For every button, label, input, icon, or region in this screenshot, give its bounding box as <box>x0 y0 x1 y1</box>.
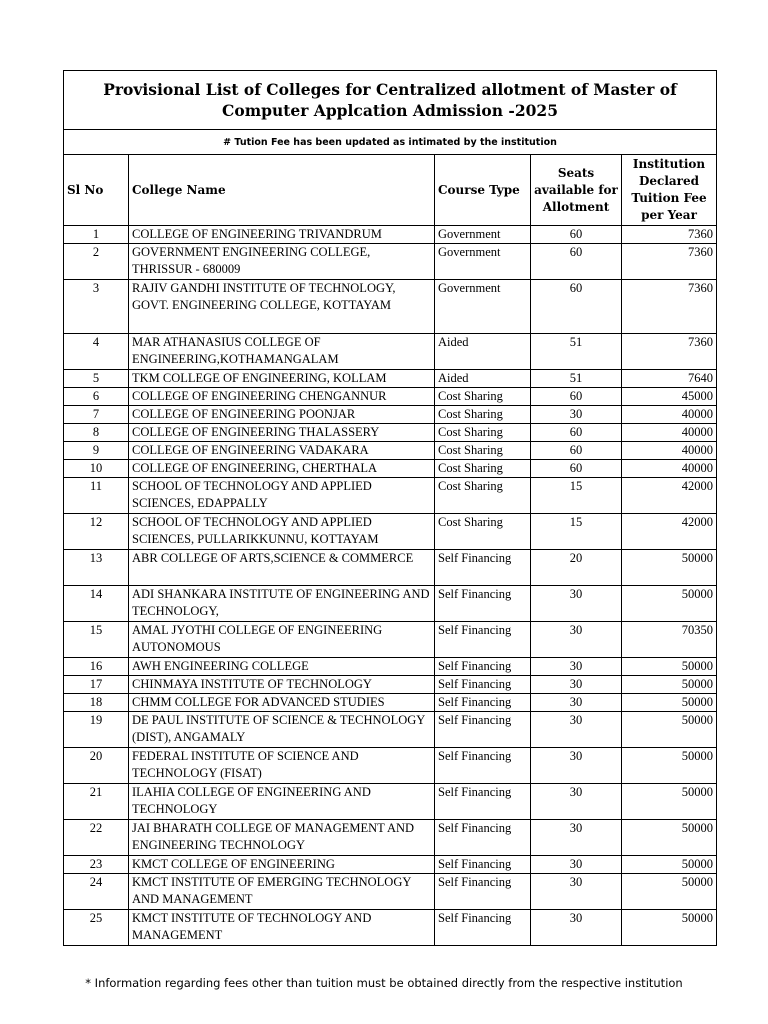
cell-sl-no: 22 <box>64 820 129 856</box>
cell-college-name: ADI SHANKARA INSTITUTE OF ENGINEERING AND TECHNOLOGY, <box>129 586 435 622</box>
header-course-type: Course Type <box>435 155 531 226</box>
header-row <box>64 155 717 226</box>
cell-course-type: Self Financing <box>435 550 531 586</box>
cell-sl-no: 9 <box>64 442 129 460</box>
cell-sl-no: 12 <box>64 514 129 550</box>
cell-sl-no: 18 <box>64 694 129 712</box>
cell-sl-no: 10 <box>64 460 129 478</box>
cell-college-name: RAJIV GANDHI INSTITUTE OF TECHNOLOGY, GOVT. ENGINEERING COLLEGE, KOTTAYAM <box>129 280 435 334</box>
cell-course-type: Aided <box>435 334 531 370</box>
cell-fee: 7360 <box>622 280 717 334</box>
cell-fee: 50000 <box>622 550 717 586</box>
cell-college-name: COLLEGE OF ENGINEERING TRIVANDRUM <box>129 226 435 244</box>
header-sl-no: Sl No <box>64 155 129 226</box>
cell-fee: 42000 <box>622 514 717 550</box>
cell-fee: 50000 <box>622 658 717 676</box>
cell-seats: 30 <box>531 586 622 622</box>
cell-fee: 50000 <box>622 586 717 622</box>
cell-seats: 60 <box>531 226 622 244</box>
cell-course-type: Cost Sharing <box>435 388 531 406</box>
cell-sl-no: 1 <box>64 226 129 244</box>
cell-college-name: CHMM COLLEGE FOR ADVANCED STUDIES <box>129 694 435 712</box>
cell-college-name: GOVERNMENT ENGINEERING COLLEGE, THRISSUR - 680009 <box>129 244 435 280</box>
cell-course-type: Government <box>435 244 531 280</box>
cell-fee: 40000 <box>622 424 717 442</box>
cell-college-name: TKM COLLEGE OF ENGINEERING, KOLLAM <box>129 370 435 388</box>
cell-seats: 30 <box>531 748 622 784</box>
table-row <box>64 874 717 910</box>
table-row <box>64 910 717 946</box>
table-row <box>64 856 717 874</box>
cell-sl-no: 5 <box>64 370 129 388</box>
cell-seats: 15 <box>531 514 622 550</box>
cell-college-name: FEDERAL INSTITUTE OF SCIENCE AND TECHNOLOGY (FISAT) <box>129 748 435 784</box>
table-row <box>64 370 717 388</box>
cell-seats: 15 <box>531 478 622 514</box>
cell-fee: 50000 <box>622 856 717 874</box>
table-row <box>64 712 717 748</box>
cell-fee: 50000 <box>622 874 717 910</box>
table-row <box>64 748 717 784</box>
cell-course-type: Self Financing <box>435 820 531 856</box>
cell-college-name: COLLEGE OF ENGINEERING CHENGANNUR <box>129 388 435 406</box>
cell-sl-no: 7 <box>64 406 129 424</box>
cell-fee: 50000 <box>622 694 717 712</box>
cell-college-name: DE PAUL INSTITUTE OF SCIENCE & TECHNOLOGY (DIST), ANGAMALY <box>129 712 435 748</box>
cell-fee: 50000 <box>622 676 717 694</box>
cell-seats: 30 <box>531 712 622 748</box>
cell-sl-no: 23 <box>64 856 129 874</box>
cell-fee: 40000 <box>622 406 717 424</box>
cell-course-type: Government <box>435 226 531 244</box>
cell-seats: 30 <box>531 910 622 946</box>
table-row <box>64 424 717 442</box>
note-row <box>64 130 717 155</box>
cell-sl-no: 13 <box>64 550 129 586</box>
cell-college-name: SCHOOL OF TECHNOLOGY AND APPLIED SCIENCES, PULLARIKKUNNU, KOTTAYAM <box>129 514 435 550</box>
cell-seats: 30 <box>531 658 622 676</box>
cell-fee: 7360 <box>622 244 717 280</box>
table-row <box>64 280 717 334</box>
cell-seats: 60 <box>531 244 622 280</box>
cell-seats: 51 <box>531 370 622 388</box>
table-row <box>64 784 717 820</box>
cell-seats: 30 <box>531 406 622 424</box>
cell-fee: 40000 <box>622 442 717 460</box>
header-fee: Institution Declared Tuition Fee per Year <box>622 155 717 226</box>
cell-seats: 30 <box>531 622 622 658</box>
table-row <box>64 622 717 658</box>
cell-college-name: COLLEGE OF ENGINEERING POONJAR <box>129 406 435 424</box>
cell-seats: 30 <box>531 856 622 874</box>
table-row <box>64 244 717 280</box>
cell-course-type: Self Financing <box>435 694 531 712</box>
table-row <box>64 586 717 622</box>
cell-college-name: JAI BHARATH COLLEGE OF MANAGEMENT AND ENGINEERING TECHNOLOGY <box>129 820 435 856</box>
cell-course-type: Self Financing <box>435 586 531 622</box>
table-body <box>64 226 717 946</box>
cell-sl-no: 2 <box>64 244 129 280</box>
cell-fee: 70350 <box>622 622 717 658</box>
cell-college-name: CHINMAYA INSTITUTE OF TECHNOLOGY <box>129 676 435 694</box>
cell-fee: 40000 <box>622 460 717 478</box>
cell-course-type: Self Financing <box>435 910 531 946</box>
cell-fee: 45000 <box>622 388 717 406</box>
cell-sl-no: 3 <box>64 280 129 334</box>
cell-fee: 7640 <box>622 370 717 388</box>
cell-course-type: Cost Sharing <box>435 424 531 442</box>
cell-sl-no: 17 <box>64 676 129 694</box>
cell-sl-no: 6 <box>64 388 129 406</box>
cell-course-type: Self Financing <box>435 784 531 820</box>
table-row <box>64 514 717 550</box>
cell-seats: 60 <box>531 460 622 478</box>
cell-college-name: MAR ATHANASIUS COLLEGE OF ENGINEERING,KOTHAMANGALAM <box>129 334 435 370</box>
cell-seats: 60 <box>531 388 622 406</box>
cell-seats: 30 <box>531 784 622 820</box>
table-row <box>64 478 717 514</box>
cell-sl-no: 19 <box>64 712 129 748</box>
cell-course-type: Self Financing <box>435 874 531 910</box>
cell-sl-no: 11 <box>64 478 129 514</box>
table-row <box>64 676 717 694</box>
cell-fee: 50000 <box>622 748 717 784</box>
cell-sl-no: 4 <box>64 334 129 370</box>
cell-college-name: COLLEGE OF ENGINEERING VADAKARA <box>129 442 435 460</box>
cell-seats: 60 <box>531 280 622 334</box>
fee-footnote: * Information regarding fees other than tuition must be obtained directly from the respective institution <box>85 976 683 990</box>
table-row <box>64 658 717 676</box>
cell-sl-no: 15 <box>64 622 129 658</box>
table-row <box>64 460 717 478</box>
cell-seats: 30 <box>531 874 622 910</box>
cell-course-type: Cost Sharing <box>435 514 531 550</box>
cell-seats: 60 <box>531 424 622 442</box>
cell-college-name: KMCT COLLEGE OF ENGINEERING <box>129 856 435 874</box>
cell-course-type: Government <box>435 280 531 334</box>
cell-college-name: ILAHIA COLLEGE OF ENGINEERING AND TECHNOLOGY <box>129 784 435 820</box>
cell-course-type: Cost Sharing <box>435 460 531 478</box>
table-row <box>64 226 717 244</box>
cell-sl-no: 20 <box>64 748 129 784</box>
college-list-sheet <box>63 70 716 946</box>
cell-course-type: Cost Sharing <box>435 406 531 424</box>
table-row <box>64 694 717 712</box>
cell-fee: 50000 <box>622 784 717 820</box>
table-row <box>64 388 717 406</box>
cell-sl-no: 25 <box>64 910 129 946</box>
cell-sl-no: 14 <box>64 586 129 622</box>
cell-fee: 7360 <box>622 334 717 370</box>
table-row <box>64 334 717 370</box>
cell-course-type: Self Financing <box>435 676 531 694</box>
cell-fee: 42000 <box>622 478 717 514</box>
header-college-name: College Name <box>129 155 435 226</box>
cell-college-name: KMCT INSTITUTE OF TECHNOLOGY AND MANAGEMENT <box>129 910 435 946</box>
cell-course-type: Self Financing <box>435 622 531 658</box>
cell-fee: 50000 <box>622 910 717 946</box>
cell-course-type: Cost Sharing <box>435 478 531 514</box>
college-table <box>63 70 717 946</box>
table-row <box>64 442 717 460</box>
title-row <box>64 71 717 130</box>
cell-sl-no: 24 <box>64 874 129 910</box>
cell-college-name: COLLEGE OF ENGINEERING THALASSERY <box>129 424 435 442</box>
cell-college-name: AWH ENGINEERING COLLEGE <box>129 658 435 676</box>
cell-fee: 50000 <box>622 712 717 748</box>
cell-course-type: Self Financing <box>435 658 531 676</box>
cell-seats: 51 <box>531 334 622 370</box>
cell-course-type: Cost Sharing <box>435 442 531 460</box>
cell-fee: 50000 <box>622 820 717 856</box>
table-row <box>64 406 717 424</box>
tuition-note: # Tution Fee has been updated as intimated by the institution <box>64 130 717 155</box>
page-title: Provisional List of Colleges for Centralized allotment of Master of Computer Applcation Admission -2025 <box>64 71 717 130</box>
table-row <box>64 550 717 586</box>
cell-seats: 20 <box>531 550 622 586</box>
cell-college-name: ABR COLLEGE OF ARTS,SCIENCE & COMMERCE <box>129 550 435 586</box>
cell-course-type: Aided <box>435 370 531 388</box>
cell-sl-no: 21 <box>64 784 129 820</box>
cell-sl-no: 8 <box>64 424 129 442</box>
cell-sl-no: 16 <box>64 658 129 676</box>
header-seats: Seats available for Allotment <box>531 155 622 226</box>
cell-seats: 30 <box>531 676 622 694</box>
cell-seats: 30 <box>531 820 622 856</box>
cell-fee: 7360 <box>622 226 717 244</box>
table-row <box>64 820 717 856</box>
cell-college-name: SCHOOL OF TECHNOLOGY AND APPLIED SCIENCES, EDAPPALLY <box>129 478 435 514</box>
cell-seats: 60 <box>531 442 622 460</box>
cell-college-name: KMCT INSTITUTE OF EMERGING TECHNOLOGY AND MANAGEMENT <box>129 874 435 910</box>
cell-seats: 30 <box>531 694 622 712</box>
cell-course-type: Self Financing <box>435 748 531 784</box>
cell-course-type: Self Financing <box>435 856 531 874</box>
cell-course-type: Self Financing <box>435 712 531 748</box>
cell-college-name: AMAL JYOTHI COLLEGE OF ENGINEERING AUTONOMOUS <box>129 622 435 658</box>
cell-college-name: COLLEGE OF ENGINEERING, CHERTHALA <box>129 460 435 478</box>
